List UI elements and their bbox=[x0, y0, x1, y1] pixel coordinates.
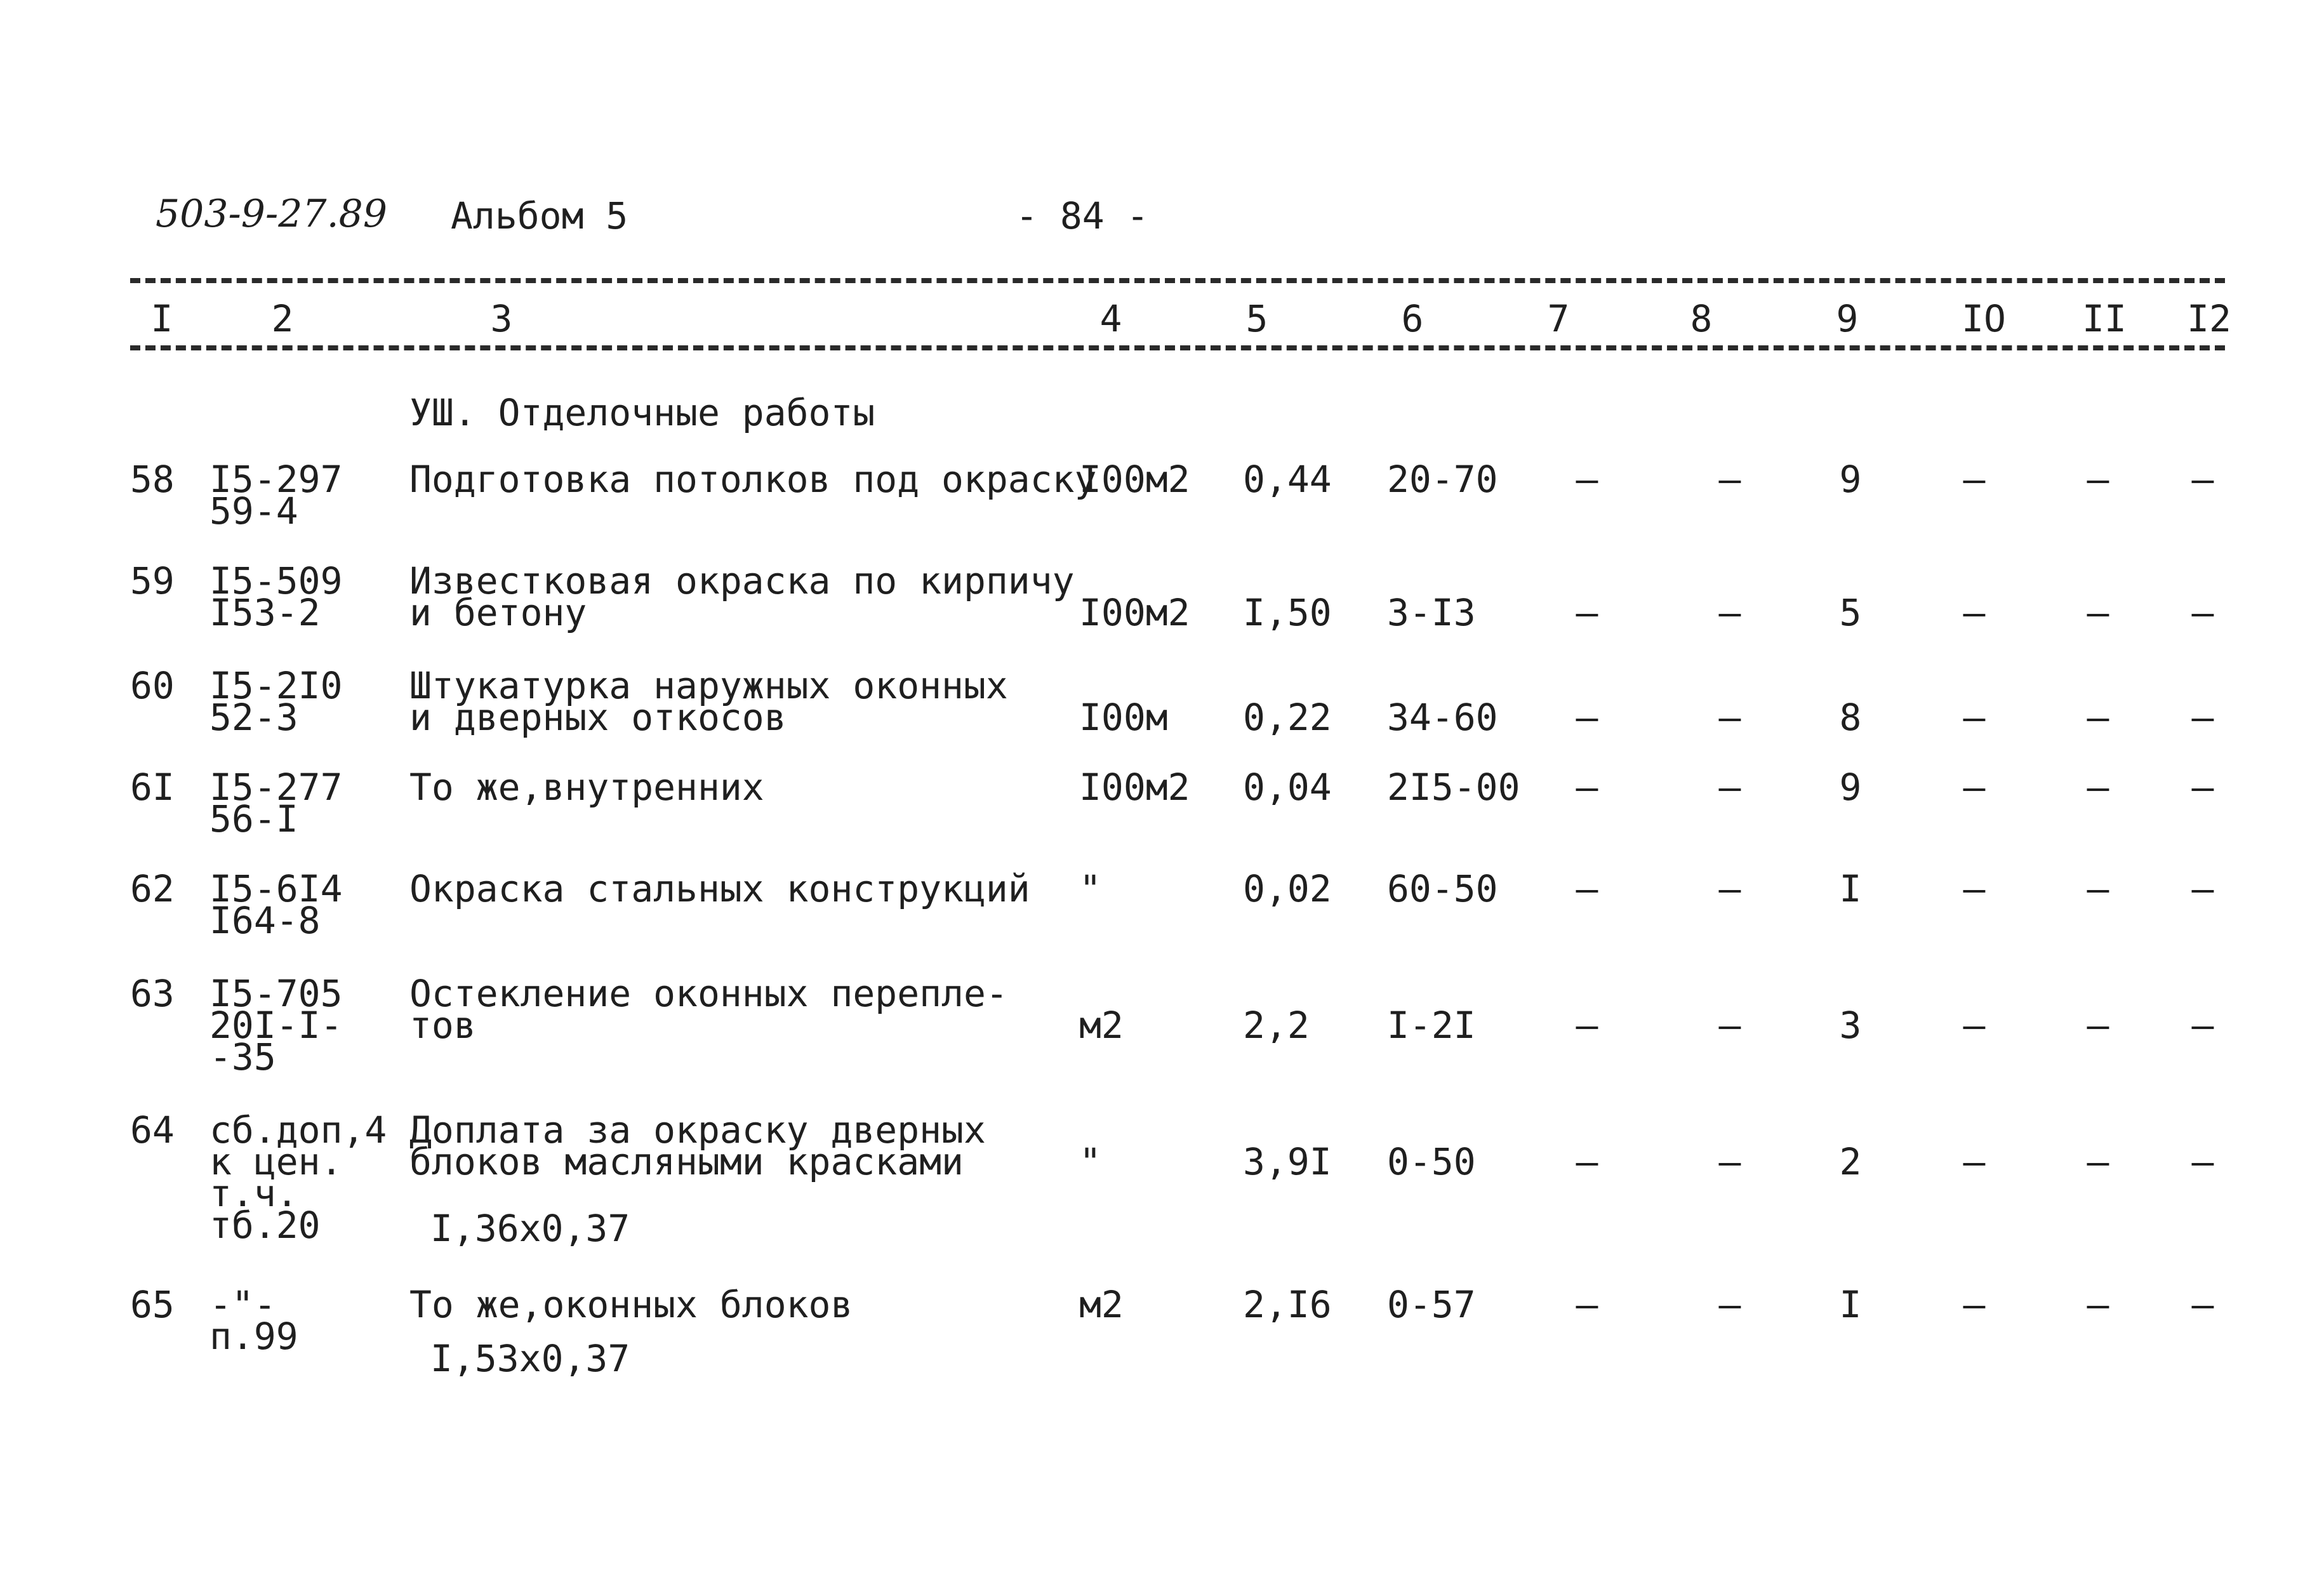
col8-cell: – bbox=[1718, 1140, 1741, 1183]
col9-cell: I bbox=[1839, 867, 1862, 910]
document-code: 503-9-27.89 bbox=[156, 192, 388, 236]
col12-cell: – bbox=[2191, 1140, 2214, 1183]
price-code-line: сб.доп,4 bbox=[209, 1108, 387, 1152]
price-code-line: I5-297 bbox=[209, 458, 343, 501]
header-rule-bottom bbox=[130, 345, 2225, 350]
col10-cell: – bbox=[1963, 1140, 1986, 1183]
col7-cell: – bbox=[1576, 1283, 1598, 1326]
work-description-line: Штукатурка наружных оконных bbox=[409, 664, 1008, 707]
col8-cell: – bbox=[1718, 696, 1741, 739]
price-code-line: I5-6I4 bbox=[209, 867, 343, 910]
price-code-line: I5-705 bbox=[209, 972, 343, 1015]
col12-cell: – bbox=[2191, 766, 2214, 809]
col11-cell: – bbox=[2087, 867, 2109, 910]
col7-cell: – bbox=[1576, 591, 1598, 634]
col9-cell: 9 bbox=[1839, 458, 1862, 501]
col7-cell: – bbox=[1576, 766, 1598, 809]
work-description-line: Окраска стальных конструкций bbox=[409, 867, 1030, 910]
col8-cell: – bbox=[1718, 591, 1741, 634]
col11-cell: – bbox=[2087, 766, 2109, 809]
col8-cell: – bbox=[1718, 766, 1741, 809]
unit-cell: м2 bbox=[1079, 1004, 1124, 1047]
col11-cell: – bbox=[2087, 1140, 2109, 1183]
unit-price-cell: 20-70 bbox=[1387, 458, 1498, 501]
unit-cell: I00м2 bbox=[1079, 766, 1190, 809]
col12-cell: – bbox=[2191, 696, 2214, 739]
price-code-line: I64-8 bbox=[209, 899, 321, 942]
work-description-line: Остекление оконных перепле- bbox=[409, 972, 1008, 1015]
section-title: УШ. Отделочные работы bbox=[409, 391, 875, 434]
price-code-line: 20I-I- bbox=[209, 1004, 343, 1047]
calculation-note: I,53х0,37 bbox=[430, 1337, 630, 1380]
col12-cell: – bbox=[2191, 591, 2214, 634]
unit-price-cell: 34-60 bbox=[1387, 696, 1498, 739]
col10-cell: – bbox=[1963, 591, 1986, 634]
col8-cell: – bbox=[1718, 1283, 1741, 1326]
quantity-cell: 2,2 bbox=[1243, 1004, 1310, 1047]
work-description-line: Доплата за окраску дверных bbox=[409, 1108, 986, 1152]
price-code-line: к цен. bbox=[209, 1140, 343, 1183]
work-description-line: То же,оконных блоков bbox=[409, 1283, 853, 1326]
work-description-line: и дверных откосов bbox=[409, 696, 787, 739]
unit-cell: I00м2 bbox=[1079, 458, 1190, 501]
col9-cell: 3 bbox=[1839, 1004, 1862, 1047]
price-code-line: тб.20 bbox=[209, 1204, 321, 1247]
unit-price-cell: 0-50 bbox=[1387, 1140, 1476, 1183]
row-number: 64 bbox=[130, 1108, 175, 1152]
col10-cell: – bbox=[1963, 867, 1986, 910]
col10-cell: – bbox=[1963, 1004, 1986, 1047]
col12-cell: – bbox=[2191, 867, 2214, 910]
col7-cell: – bbox=[1576, 1004, 1598, 1047]
col12-cell: – bbox=[2191, 1283, 2214, 1326]
col11-cell: – bbox=[2087, 1283, 2109, 1326]
row-number: 6I bbox=[130, 766, 175, 809]
column-header-12: I2 bbox=[2187, 297, 2231, 340]
column-header-8: 8 bbox=[1690, 297, 1713, 340]
column-header-5: 5 bbox=[1245, 297, 1268, 340]
album-label: Альбом 5 bbox=[451, 194, 628, 237]
col7-cell: – bbox=[1576, 867, 1598, 910]
unit-price-cell: I-2I bbox=[1387, 1004, 1476, 1047]
quantity-cell: 2,I6 bbox=[1243, 1283, 1332, 1326]
work-description-line: Подготовка потолков под окраску bbox=[409, 458, 1097, 501]
quantity-cell: 0,04 bbox=[1243, 766, 1332, 809]
col9-cell: 9 bbox=[1839, 766, 1862, 809]
col9-cell: I bbox=[1839, 1283, 1862, 1326]
row-number: 63 bbox=[130, 972, 175, 1015]
col10-cell: – bbox=[1963, 696, 1986, 739]
column-header-6: 6 bbox=[1401, 297, 1424, 340]
row-number: 59 bbox=[130, 559, 175, 602]
column-header-10: IO bbox=[1962, 297, 2006, 340]
unit-cell: I00м bbox=[1079, 696, 1168, 739]
column-header-4: 4 bbox=[1099, 297, 1122, 340]
unit-price-cell: 2I5-00 bbox=[1387, 766, 1520, 809]
col8-cell: – bbox=[1718, 458, 1741, 501]
row-number: 65 bbox=[130, 1283, 175, 1326]
row-number: 60 bbox=[130, 664, 175, 707]
column-header-3: 3 bbox=[490, 297, 513, 340]
quantity-cell: 0,44 bbox=[1243, 458, 1332, 501]
col8-cell: – bbox=[1718, 867, 1741, 910]
unit-cell: " bbox=[1079, 867, 1101, 910]
column-header-1: I bbox=[150, 297, 173, 340]
price-code-line: 52-3 bbox=[209, 696, 298, 739]
quantity-cell: I,50 bbox=[1243, 591, 1332, 634]
header-rule-top bbox=[130, 278, 2225, 283]
price-code-line: 59-4 bbox=[209, 489, 298, 533]
unit-cell: " bbox=[1079, 1140, 1101, 1183]
price-code-line: 56-I bbox=[209, 797, 298, 841]
unit-cell: м2 bbox=[1079, 1283, 1124, 1326]
col11-cell: – bbox=[2087, 458, 2109, 501]
price-code-line: I5-277 bbox=[209, 766, 343, 809]
unit-price-cell: 60-50 bbox=[1387, 867, 1498, 910]
quantity-cell: 0,22 bbox=[1243, 696, 1332, 739]
price-code-line: т.ч. bbox=[209, 1172, 298, 1215]
work-description-line: Известковая окраска по кирпичу bbox=[409, 559, 1075, 602]
price-code-line: I5-509 bbox=[209, 559, 343, 602]
col12-cell: – bbox=[2191, 1004, 2214, 1047]
col10-cell: – bbox=[1963, 458, 1986, 501]
col10-cell: – bbox=[1963, 766, 1986, 809]
col11-cell: – bbox=[2087, 1004, 2109, 1047]
col11-cell: – bbox=[2087, 591, 2109, 634]
col8-cell: – bbox=[1718, 1004, 1741, 1047]
col7-cell: – bbox=[1576, 458, 1598, 501]
work-description-line: тов bbox=[409, 1004, 476, 1047]
unit-price-cell: 0-57 bbox=[1387, 1283, 1476, 1326]
price-code-line: I5-2I0 bbox=[209, 664, 343, 707]
quantity-cell: 0,02 bbox=[1243, 867, 1332, 910]
unit-price-cell: 3-I3 bbox=[1387, 591, 1476, 634]
col10-cell: – bbox=[1963, 1283, 1986, 1326]
col12-cell: – bbox=[2191, 458, 2214, 501]
col11-cell: – bbox=[2087, 696, 2109, 739]
price-code-line: -"- bbox=[209, 1283, 276, 1326]
col9-cell: 8 bbox=[1839, 696, 1862, 739]
col7-cell: – bbox=[1576, 1140, 1598, 1183]
quantity-cell: 3,9I bbox=[1243, 1140, 1332, 1183]
col7-cell: – bbox=[1576, 696, 1598, 739]
price-code-line: п.99 bbox=[209, 1315, 298, 1358]
unit-cell: I00м2 bbox=[1079, 591, 1190, 634]
work-description-line: То же,внутренних bbox=[409, 766, 764, 809]
column-header-7: 7 bbox=[1547, 297, 1570, 340]
row-number: 62 bbox=[130, 867, 175, 910]
price-code-line: -35 bbox=[209, 1035, 276, 1079]
col9-cell: 2 bbox=[1839, 1140, 1862, 1183]
column-header-9: 9 bbox=[1836, 297, 1859, 340]
work-description-line: и бетону bbox=[409, 591, 587, 634]
column-header-2: 2 bbox=[271, 297, 294, 340]
calculation-note: I,36х0,37 bbox=[430, 1207, 630, 1250]
work-description-line: блоков масляными красками bbox=[409, 1140, 964, 1183]
col9-cell: 5 bbox=[1839, 591, 1862, 634]
page-number: - 84 - bbox=[1016, 194, 1149, 237]
column-header-11: II bbox=[2082, 297, 2127, 340]
row-number: 58 bbox=[130, 458, 175, 501]
price-code-line: I53-2 bbox=[209, 591, 321, 634]
